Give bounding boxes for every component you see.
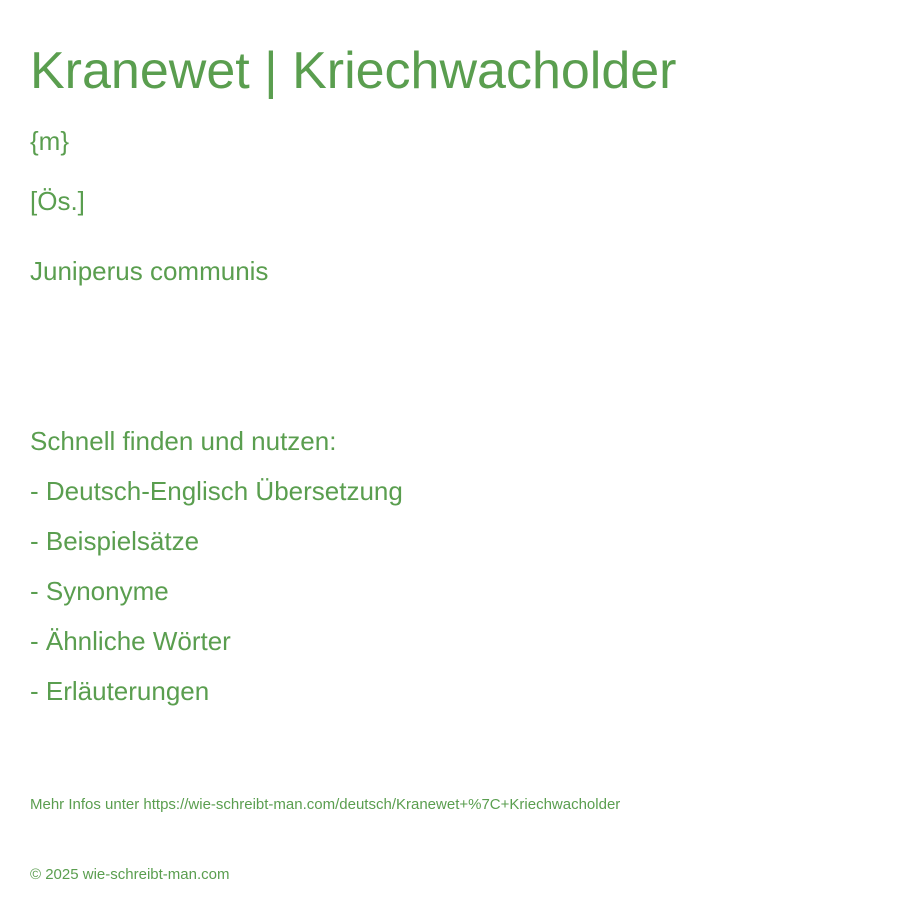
link-explanations[interactable]: - Erläuterungen: [30, 676, 210, 706]
more-info-url-link[interactable]: https://wie-schreibt-man.com/deutsch/Kranewet+%7C+Kriechwacholder: [143, 796, 621, 813]
copyright-text: © 2025 wie-schreibt-man.com: [30, 866, 230, 883]
link-example-sentences[interactable]: - Beispielsätze: [30, 526, 200, 556]
quick-links-heading: Schnell finden und nutzen:: [30, 426, 337, 456]
page-title: Kranewet | Kriechwacholder: [30, 42, 677, 100]
more-info-prefix: Mehr Infos unter: [30, 796, 144, 813]
quick-links-list: [30, 478, 403, 728]
latin-name: Juniperus communis: [30, 256, 269, 286]
link-synonyms[interactable]: - Synonyme: [30, 576, 169, 606]
region-label: [Ös.]: [30, 186, 85, 216]
gender-label: {m}: [30, 126, 70, 156]
more-info-line: [30, 797, 620, 812]
link-translation[interactable]: - Deutsch-Englisch Übersetzung: [30, 476, 403, 506]
link-similar-words[interactable]: - Ähnliche Wörter: [30, 626, 231, 656]
